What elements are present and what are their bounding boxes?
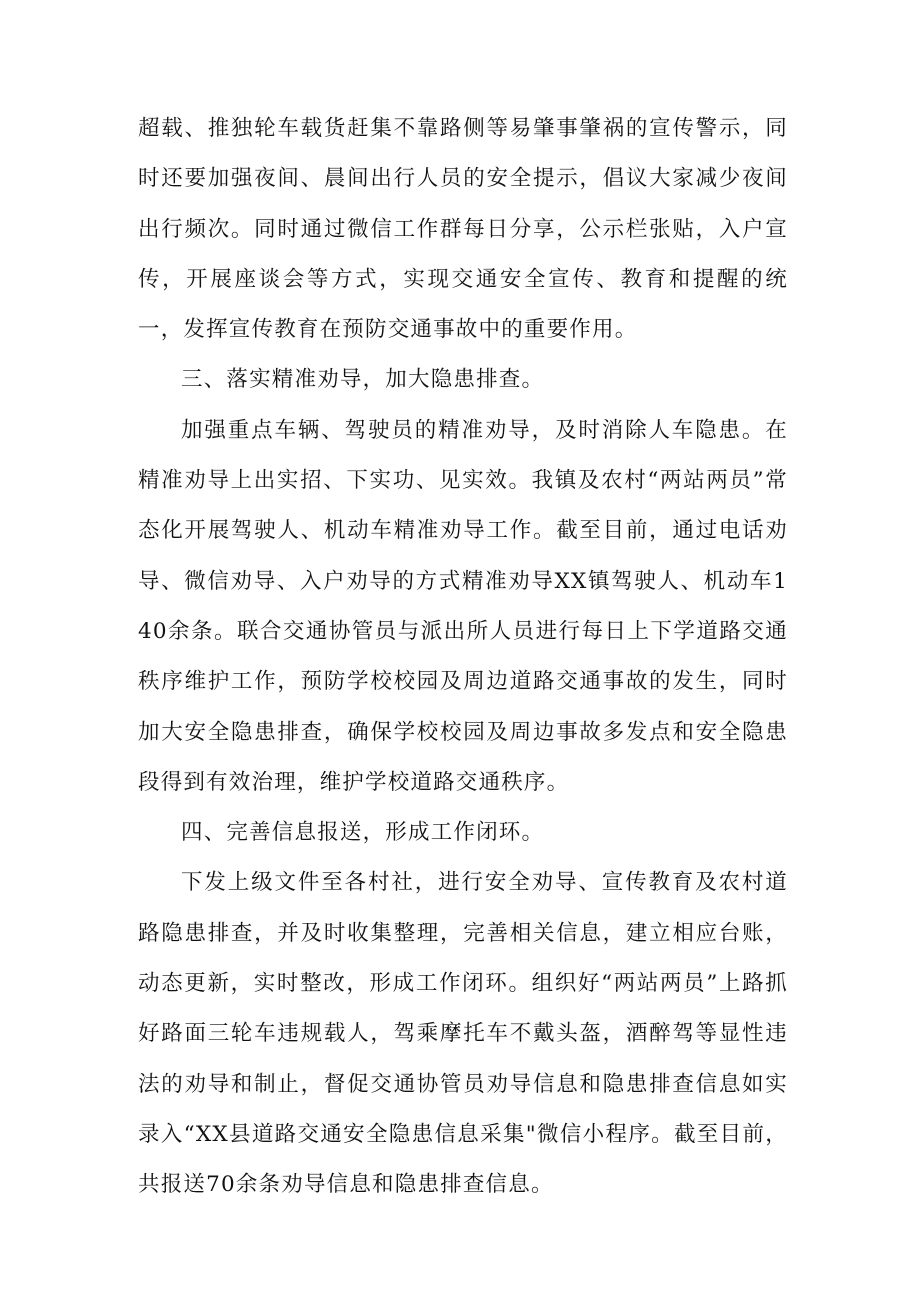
paragraph-continuation: 超载、推独轮车载货赶集不靠路侧等易肇事肇祸的宣传警示，同时还要加强夜间、晨间出行人员的安全提示，倡议大家减少夜间出行频次。同时通过微信工作群每日分享，公示栏张贴，入户宣传，开展座谈会等方式，实现交通安全宣传、教育和提醒的统一，发挥宣传教育在预防交通事故中的重要作用。 (138, 116, 788, 343)
section-heading-3: 三、落实精准劝导，加大隐患排查。 (181, 367, 545, 393)
paragraph-section-4: 下发上级文件至各村社，进行安全劝导、宣传教育及农村道路隐患排查，并及时收集整理，完善相关信息，建立相应台账，动态更新，实时整改，形成工作闭环。组织好“两站两员”上路抓好路面三轮车违规载人，驾乘摩托车不戴头盔，酒醉驾等显性违法的劝导和制止，督促交通协管员劝导信息和隐患排查信息如实录入“XX县道路交通安全隐患信息采集"微信小程序。截至目前，共报送70余条劝导信息和隐患排查信息。 (138, 870, 788, 1198)
document-body (138, 104, 788, 1211)
paragraph-section-3: 加强重点车辆、驾驶员的精准劝导，及时消除人车隐患。在精准劝导上出实招、下实功、见实效。我镇及农村“两站两员”常态化开展驾驶人、机动车精准劝导工作。截至目前，通过电话劝导、微信劝导、入户劝导的方式精准劝导XX镇驾驶人、机动车140余条。联合交通协管员与派出所人员进行每日上下学道路交通秩序维护工作，预防学校校园及周边道路交通事故的发生，同时加大安全隐患排查，确保学校校园及周边事故多发点和安全隐患段得到有效治理，维护学校道路交通秩序。 (138, 417, 788, 795)
section-heading-4: 四、完善信息报送，形成工作闭环。 (181, 820, 545, 846)
